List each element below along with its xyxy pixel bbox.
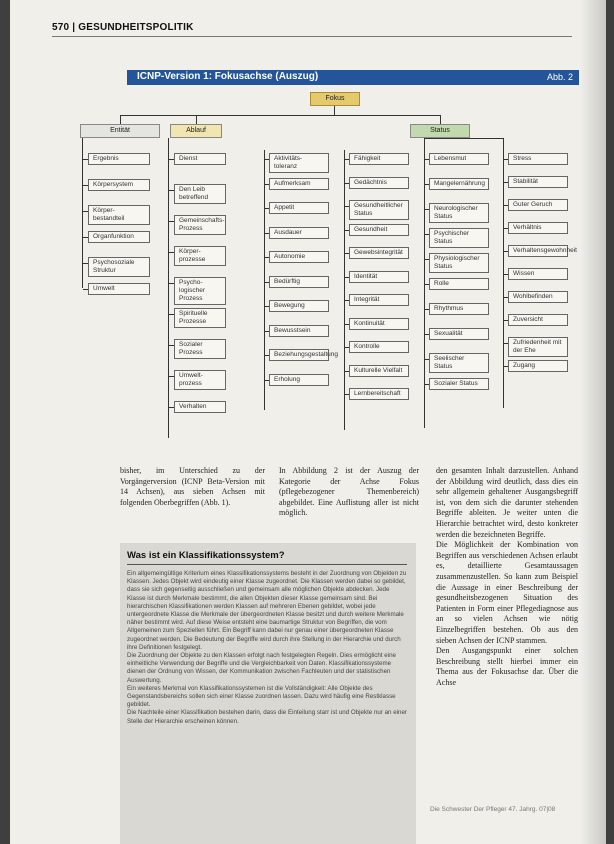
concept-box: Umwelt bbox=[88, 283, 150, 295]
concept-box: Lebensmut bbox=[429, 153, 489, 165]
concept-box: Wohlbefinden bbox=[508, 291, 568, 303]
concept-box: Umwelt-prozess bbox=[174, 370, 226, 390]
category-status: Status bbox=[410, 124, 470, 138]
figure-title-bar bbox=[127, 70, 579, 85]
concept-box: Den Leib betreffend bbox=[174, 184, 226, 204]
concept-box: Gesundheit bbox=[349, 224, 409, 236]
concept-box: Guter Geruch bbox=[508, 199, 568, 211]
col-spine-d bbox=[344, 150, 345, 430]
concept-box: Stabilität bbox=[508, 176, 568, 188]
concept-box: Gedächtnis bbox=[349, 177, 409, 189]
concept-box: Mangelernährung bbox=[429, 178, 489, 190]
concept-box: Lernbereitschaft bbox=[349, 388, 409, 400]
column-3-text: den gesamten Inhalt darzustellen. Anhand der Abbildung wird deutlich, dass dies ein sehr allgemein gehaltener Ausgangsbegriff ist, von dem sich die darunter stehenden Begriffe ableiten. Je weiter unten die Hierarchie betrachtet wird, desto konkreter werden die bezeichneten Begriffe. Die Möglichkeit der Kombination von Begriffen aus verschiedenen Achsen erlaubt es, detaillierte Gesamtaussagen zusammenzustellen. So kann zum Beispiel die Aussage in einer Beschreibung der gesundheitsbezogenen Situation des Patienten in Form einer Pflegediagnose aus an so vielen Achsen wie nötig Einzelbegriffen bestehen. Ob aus den sieben Achsen der ICNP stammen. Den Ausgangspunkt einer solchen Beschreibung stellt hierbei immer ein Thema aus der Fokusachse dar. Über die Achse bbox=[436, 466, 578, 687]
concept-box: Gemeinschafts-Prozess bbox=[174, 215, 226, 235]
col-spine-ablauf bbox=[168, 138, 169, 438]
concept-box: Zufriedenheit mit der Ehe bbox=[508, 337, 568, 357]
concept-box: Appetit bbox=[269, 202, 329, 214]
concept-box: Bewusstsein bbox=[269, 325, 329, 337]
concept-box: Psycho-logischer Prozess bbox=[174, 277, 226, 305]
col-spine-f bbox=[503, 138, 504, 408]
concept-box: Rhythmus bbox=[429, 303, 489, 315]
concept-box: Körper-prozesse bbox=[174, 246, 226, 266]
concept-box: Dienst bbox=[174, 153, 226, 165]
concept-box: Bedürftig bbox=[269, 276, 329, 288]
info-box-rule bbox=[127, 564, 407, 565]
figure-label: Abb. 2 bbox=[546, 72, 573, 82]
info-box bbox=[120, 543, 416, 844]
concept-box: Erholung bbox=[269, 374, 329, 386]
magazine-page bbox=[10, 0, 606, 844]
concept-box: Sozialer Status bbox=[429, 378, 489, 390]
root-connector bbox=[334, 106, 335, 115]
concept-box: Sexualität bbox=[429, 328, 489, 340]
concept-box: Zuversicht bbox=[508, 314, 568, 326]
page-footer: Die Schwester Der Pfleger 47. Jahrg. 07|08 bbox=[430, 806, 556, 813]
col-spine-entitaet bbox=[82, 138, 83, 288]
page-header: 570 | GESUNDHEITSPOLITIK bbox=[52, 22, 194, 33]
col-spine-c bbox=[264, 150, 265, 410]
header-rule bbox=[52, 36, 572, 37]
entitaet-connector bbox=[120, 115, 121, 124]
concept-box: Stress bbox=[508, 153, 568, 165]
concept-box: Autonomie bbox=[269, 251, 329, 263]
concept-box: Körper-bestandteil bbox=[88, 205, 150, 225]
concept-box: Kulturelle Vielfalt bbox=[349, 365, 409, 377]
concept-box: Verhaltensgewohnheit bbox=[508, 245, 568, 257]
concept-box: Kontrolle bbox=[349, 341, 409, 353]
concept-box: Zugang bbox=[508, 360, 568, 372]
concept-box: Aufmerksam bbox=[269, 178, 329, 190]
concept-box: Sozialer Prozess bbox=[174, 339, 226, 359]
concept-box: Spirituelle Prozesse bbox=[174, 308, 226, 328]
concept-box: Psychosoziale Struktur bbox=[88, 257, 150, 277]
concept-box: Fähigkeit bbox=[349, 153, 409, 165]
column-1-text: bisher, im Unterschied zu der Vorgängerversion (ICNP Beta-Version mit 14 Achsen), aus sieben Achsen mit folgenden Oberbegriffen (Abb. 1). bbox=[120, 466, 265, 507]
concept-box: Identität bbox=[349, 271, 409, 283]
concept-box: Körpersystem bbox=[88, 179, 150, 191]
ablauf-connector bbox=[196, 115, 197, 124]
concept-box: Psychischer Status bbox=[429, 228, 489, 248]
concept-box: Gesundheitlicher Status bbox=[349, 200, 409, 220]
top-branch bbox=[120, 115, 440, 116]
concept-box: Kontinuität bbox=[349, 318, 409, 330]
concept-box: Seelischer Status bbox=[429, 353, 489, 373]
concept-box: Neurologischer Status bbox=[429, 203, 489, 223]
concept-box: Verhalten bbox=[174, 401, 226, 413]
concept-box: Integrität bbox=[349, 294, 409, 306]
concept-box: Ausdauer bbox=[269, 227, 329, 239]
concept-box: Aktivitäts-toleranz bbox=[269, 153, 329, 173]
column-2-text: In Abbildung 2 ist der Auszug der Kategorie der Achse Fokus (pflegebezogener Themenbereich) abgebildet. Eine Auflistung aller ist nicht möglich. bbox=[279, 466, 419, 518]
info-box-title: Was ist ein Klassifikationssystem? bbox=[127, 550, 285, 561]
category-entitaet: Entität bbox=[80, 124, 160, 138]
concept-box: Beziehungsgestaltung bbox=[269, 349, 329, 361]
concept-box: Rolle bbox=[429, 278, 489, 290]
concept-box: Physiologischer Status bbox=[429, 253, 489, 273]
info-box-text: Ein allgemeingültige Kriterium eines Klassifikationssystems besteht in der Zuordnung von Objekten zu Klassen. Jedes Objekt wird eindeutig einer Klasse zugeordnet. Die Klassen werden dabei so gebildet, dass sie sich gegenseitig ausschließen und gemeinsam alle möglichen Objekte abdecken. Jede Klasse ist durch Merkmale bestimmt, die allen Objekten dieser Klasse gemeinsam sind. Bei hierarchischen Klassifikationen werden Klassen auf mehreren Ebenen gebildet, wobei jede untergeordnete Klasse die Merkmale der übergeordneten Klasse besitzt und durch weitere Merkmale näher bestimmt wird. Auf diese Weise entsteht eine baumartige Struktur von Begriffen, die vom Allgemeinen zum Speziellen führt. Ein Begriff kann dabei nur genau einer übergeordneten Klasse zugeordnet werden. Die Bedeutung der Begriffe wird durch ihre Stellung in der Hierarchie und durch ihre Definitionen festgelegt. Die Zuordnung der Objekte zu den Klassen erfolgt nach festgelegten Regeln. Dies ermöglicht eine einheitliche Verwendung der Begriffe und die Vergleichbarkeit von Daten. Klassifikationssysteme dienen der Ordnung von Wissen, der Kommunikation zwischen Fachleuten und der statistischen Auswertung. Ein weiteres Merkmal von Klassifikationssystemen ist die Vollständigkeit: Alle Objekte des Gegenstandsbereichs sollen sich einer Klasse zuordnen lassen. Dazu wird häufig eine Restklasse gebildet. Die Nachteile einer Klassifikation bestehen darin, dass die Einteilung starr ist und Objekte nur an einer Stelle der Hierarchie erscheinen können. bbox=[127, 570, 407, 725]
concept-box: Organfunktion bbox=[88, 231, 150, 243]
concept-box: Ergebnis bbox=[88, 153, 150, 165]
category-ablauf: Ablauf bbox=[170, 124, 222, 138]
figure-title: ICNP-Version 1: Fokusachse (Auszug) bbox=[137, 71, 319, 82]
tree-root: Fokus bbox=[310, 92, 360, 106]
concept-box: Bewegung bbox=[269, 300, 329, 312]
status-subbranch bbox=[424, 138, 504, 139]
concept-box: Gewebsintegrität bbox=[349, 247, 409, 259]
concept-box: Verhältnis bbox=[508, 222, 568, 234]
status-connector bbox=[440, 115, 441, 124]
concept-box: Wissen bbox=[508, 268, 568, 280]
